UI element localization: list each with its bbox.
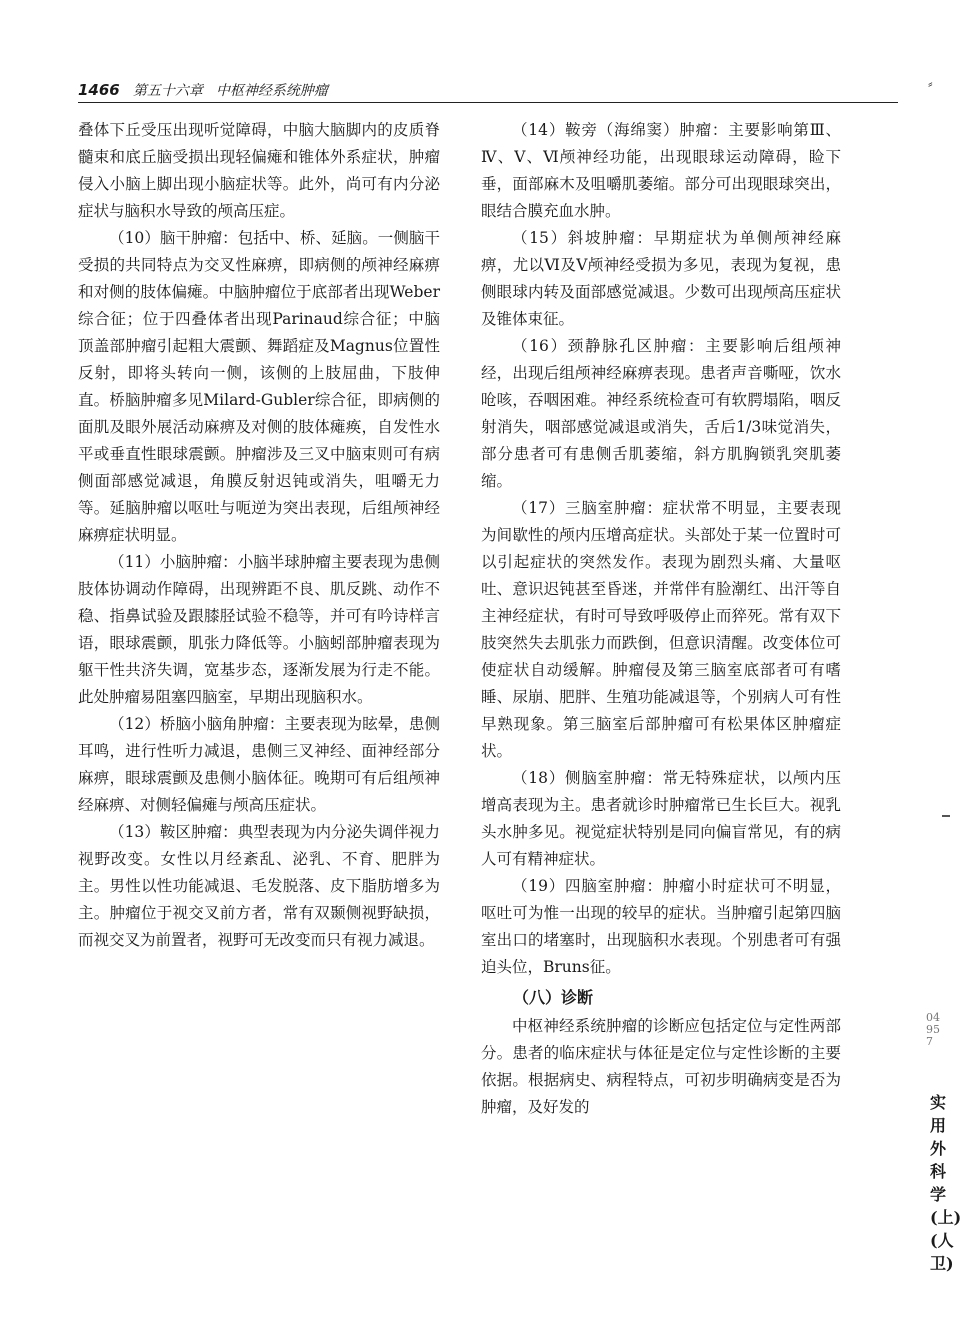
paragraph: （13）鞍区肿瘤：典型表现为内分泌失调伴视力视野改变。女性以月经紊乱、泌乳、不育、肥胖为主。男性以性功能减退、毛发脱落、皮下脂肪增多为主。肿瘤位于视交叉前方者，常有双颞侧视野缺损，而视交叉为前置者，视野可无改变而只有视力减退。 bbox=[78, 823, 440, 949]
paragraph: （14）鞍旁（海绵窦）肿瘤：主要影响第Ⅲ、Ⅳ、Ⅴ、Ⅵ颅神经功能，出现眼球运动障碍，睑下垂，面部麻木及咀嚼肌萎缩。部分可出现眼球突出，眼结合膜充血水肿。 bbox=[481, 121, 841, 220]
paragraph: （18）侧脑室肿瘤：常无特殊症状，以颅内压增高表现为主。患者就诊时肿瘤常已生长巨大。视乳头水肿多见。视觉症状特别是同向偏盲常见，有的病人可有精神症状。 bbox=[481, 769, 841, 868]
page-number: 1466 bbox=[78, 81, 120, 99]
spine-title: 实用外科学(上)(人卫) bbox=[930, 1093, 961, 1273]
page-header bbox=[78, 80, 898, 103]
paragraph: （15）斜坡肿瘤：早期症状为单侧颅神经麻痹，尤以Ⅵ及Ⅴ颅神经受损为多见，表现为复视，患侧眼球内转及面部感觉减退。少数可出现颅高压症状及锥体束征。 bbox=[481, 229, 841, 328]
left-column bbox=[78, 117, 440, 954]
chapter-number: 第五十六章 bbox=[132, 83, 203, 99]
edge-mark bbox=[942, 815, 950, 817]
paragraph: （19）四脑室肿瘤：肿瘤小时症状可不明显，呕吐可为惟一出现的较早的症状。当肿瘤引起第四脑室出口的堵塞时，出现脑积水表现。个别患者可有强迫头位，Bruns征。 bbox=[481, 877, 841, 976]
paragraph: （10）脑干肿瘤：包括中、桥、延脑。一侧脑干受损的共同特点为交叉性麻痹，即病侧的颅神经麻痹和对侧的肢体偏瘫。中脑肿瘤位于底部者出现Weber综合征；位于四叠体者出现Parinaud综合征；中脑顶盖部肿瘤引起粗大震颤、舞蹈症及Magnus位置性反射，即将头转向一侧，该侧的上肢屈曲，下肢伸直。桥脑肿瘤多见Milard-Gubler综合征，即病侧的面肌及眼外展活动麻痹及对侧的肢体瘫痪，自发性水平或垂直性眼球震颤。肿瘤涉及三叉中脑束则可有病侧面部感觉减退，角膜反射迟钝或消失，咀嚼无力等。延脑肿瘤以呕吐与呃逆为突出表现，后组颅神经麻痹症状明显。 bbox=[78, 229, 440, 544]
paragraph: （11）小脑肿瘤：小脑半球肿瘤主要表现为患侧肢体协调动作障碍，出现辨距不良、肌反跳、动作不稳、指鼻试验及跟膝胫试验不稳等，并可有吟诗样言语，眼球震颤，肌张力降低等。小脑蚓部肿瘤表现为躯干性共济失调，宽基步态，逐渐发展为行走不能。此处肿瘤易阻塞四脑室，早期出现脑积水。 bbox=[78, 553, 440, 706]
paragraph: （16）颈静脉孔区肿瘤：主要影响后组颅神经，出现后组颅神经麻痹表现。患者声音嘶哑，饮水呛咳，吞咽困难。神经系统检查可有软腭塌陷，咽反射消失，咽部感觉减退或消失，舌后1/3味觉消失，部分患者可有患侧舌肌萎缩，斜方肌胸锁乳突肌萎缩。 bbox=[481, 337, 841, 490]
paragraph: 叠体下丘受压出现听觉障碍，中脑大脑脚内的皮质脊髓束和底丘脑受损出现轻偏瘫和锥体外系症状，肿瘤侵入小脑上脚出现小脑症状等。此外，尚可有内分泌症状与脑积水导致的颅高压症。 bbox=[78, 121, 440, 220]
paragraph: （12）桥脑小脑角肿瘤：主要表现为眩晕，患侧耳鸣，进行性听力减退，患侧三叉神经、面神经部分麻痹，眼球震颤及患侧小脑体征。晚期可有后组颅神经麻痹、对侧轻偏瘫与颅高压症状。 bbox=[78, 715, 440, 814]
section-paragraph: 中枢神经系统肿瘤的诊断应包括定位与定性两部分。患者的临床症状与体征是定位与定性诊断的主要依据。根据病史、病程特点，可初步明确病变是否为肿瘤，及好发的 bbox=[481, 1017, 841, 1116]
spine-code: 04957 bbox=[926, 1011, 940, 1048]
chapter-title: 中枢神经系统肿瘤 bbox=[215, 83, 328, 99]
corner-mark: ⸗ bbox=[928, 76, 933, 92]
paragraph: （17）三脑室肿瘤：症状常不明显，主要表现为间歇性的颅内压增高症状。头部处于某一位置时可以引起症状的突然发作。表现为剧烈头痛、大量呕吐、意识迟钝甚至昏迷，并常伴有脸潮红、出汗等自主神经症状，有时可导致呼吸停止而猝死。常有双下肢突然失去肌张力而跌倒，但意识清醒。改变体位可使症状自动缓解。肿瘤侵及第三脑室底部者可有嗜睡、尿崩、肥胖、生殖功能减退等，个别病人可有性早熟现象。第三脑室后部肿瘤可有松果体区肿瘤症状。 bbox=[481, 499, 841, 760]
right-column bbox=[481, 117, 841, 1121]
section-heading: （八）诊断 bbox=[513, 988, 594, 1007]
